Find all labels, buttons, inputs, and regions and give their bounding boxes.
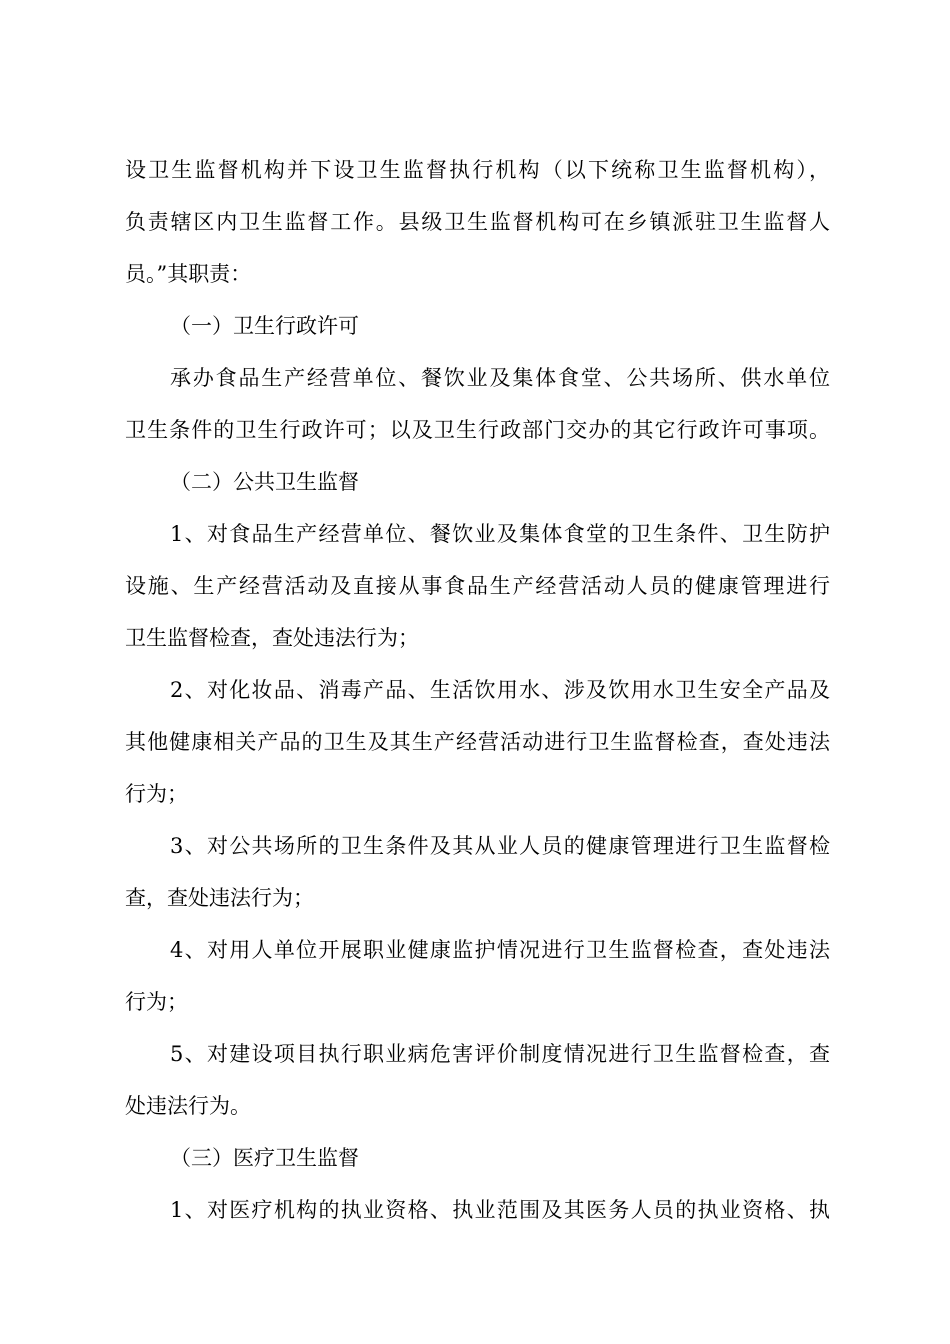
list-item-line: 1、对医疗机构的执业资格、执业范围及其医务人员的执业资格、执 [170, 1198, 830, 1222]
list-item-line: 查，查处违法行为； [125, 886, 314, 910]
paragraph-line: 员。”其职责： [125, 262, 252, 286]
list-item-line: 2、对化妆品、消毒产品、生活饮用水、涉及饮用水卫生安全产品及 [170, 678, 830, 702]
list-item-line: 3、对公共场所的卫生条件及其从业人员的健康管理进行卫生监督检 [170, 834, 830, 858]
section-heading: （一）卫生行政许可 [170, 314, 359, 338]
section-heading: （二）公共卫生监督 [170, 470, 359, 494]
list-item-line: 5、对建设项目执行职业病危害评价制度情况进行卫生监督检查，查 [170, 1042, 830, 1066]
paragraph-line: 卫生条件的卫生行政许可；以及卫生行政部门交办的其它行政许可事项。 [125, 418, 830, 442]
paragraph-line: 承办食品生产经营单位、餐饮业及集体食堂、公共场所、供水单位 [170, 366, 830, 390]
list-item-line: 其他健康相关产品的卫生及其生产经营活动进行卫生监督检查，查处违法 [125, 730, 830, 754]
list-item-line: 1、对食品生产经营单位、餐饮业及集体食堂的卫生条件、卫生防护 [170, 522, 830, 546]
list-item-line: 设施、生产经营活动及直接从事食品生产经营活动人员的健康管理进行 [125, 574, 830, 598]
list-item-line: 4、对用人单位开展职业健康监护情况进行卫生监督检查，查处违法 [170, 938, 830, 962]
list-item-line: 卫生监督检查，查处违法行为； [125, 626, 419, 650]
section-heading: （三）医疗卫生监督 [170, 1146, 359, 1170]
list-item-line: 行为； [125, 782, 188, 806]
paragraph-line: 设卫生监督机构并下设卫生监督执行机构（以下统称卫生监督机构）， [125, 158, 830, 182]
list-item-line: 处违法行为。 [125, 1094, 251, 1118]
paragraph-line: 负责辖区内卫生监督工作。县级卫生监督机构可在乡镇派驻卫生监督人 [125, 210, 830, 234]
list-item-line: 行为； [125, 990, 188, 1014]
